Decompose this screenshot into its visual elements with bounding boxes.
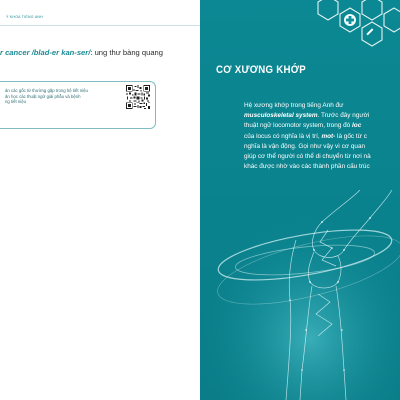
body-line: nghĩa là vận động. Gọi như vậy vì cơ quan [244, 142, 366, 150]
body-line: Hệ xương khớp trong tiếng Anh đư [244, 102, 344, 109]
running-head: Ý KHOA TIẾNG ANH [6, 15, 43, 19]
entry-term: r cancer [0, 48, 30, 57]
hexagon-decoration [200, 0, 400, 60]
body-line: giúp cơ thể người có thể di chuyển từ nơi nà [244, 153, 371, 161]
body-line: của locus có nghĩa là vị trí, mot- là gốc từ c [244, 132, 367, 140]
running-head-rule [0, 25, 200, 26]
note-line: ản học các thuật ngữ giải phẫu và bệnh [5, 93, 81, 99]
vocabulary-entry [0, 48, 163, 57]
body-line: khác được nhờ vào các thành phần cấu trúc [244, 163, 370, 171]
right-page [200, 0, 400, 400]
entry-meaning: : ung thư bàng quang [90, 48, 164, 57]
knee-joint-illustration [210, 190, 400, 400]
note-line: ng tiết niệu [5, 99, 27, 105]
note-line: ản các gốc từ thường gặp trong hệ tiết niệu [5, 88, 88, 93]
body-text [244, 101, 400, 172]
chapter-title: CƠ XƯƠNG KHỚP [216, 64, 307, 76]
body-line: thuật ngữ locomotor system, trong đó loc [244, 122, 362, 130]
entry-pronunciation: /blad-er kan-ser/ [31, 48, 91, 57]
qr-code-icon[interactable] [126, 85, 150, 109]
note-text [5, 88, 105, 105]
body-line: musculoskeletal system. Trước đây người [244, 112, 370, 120]
